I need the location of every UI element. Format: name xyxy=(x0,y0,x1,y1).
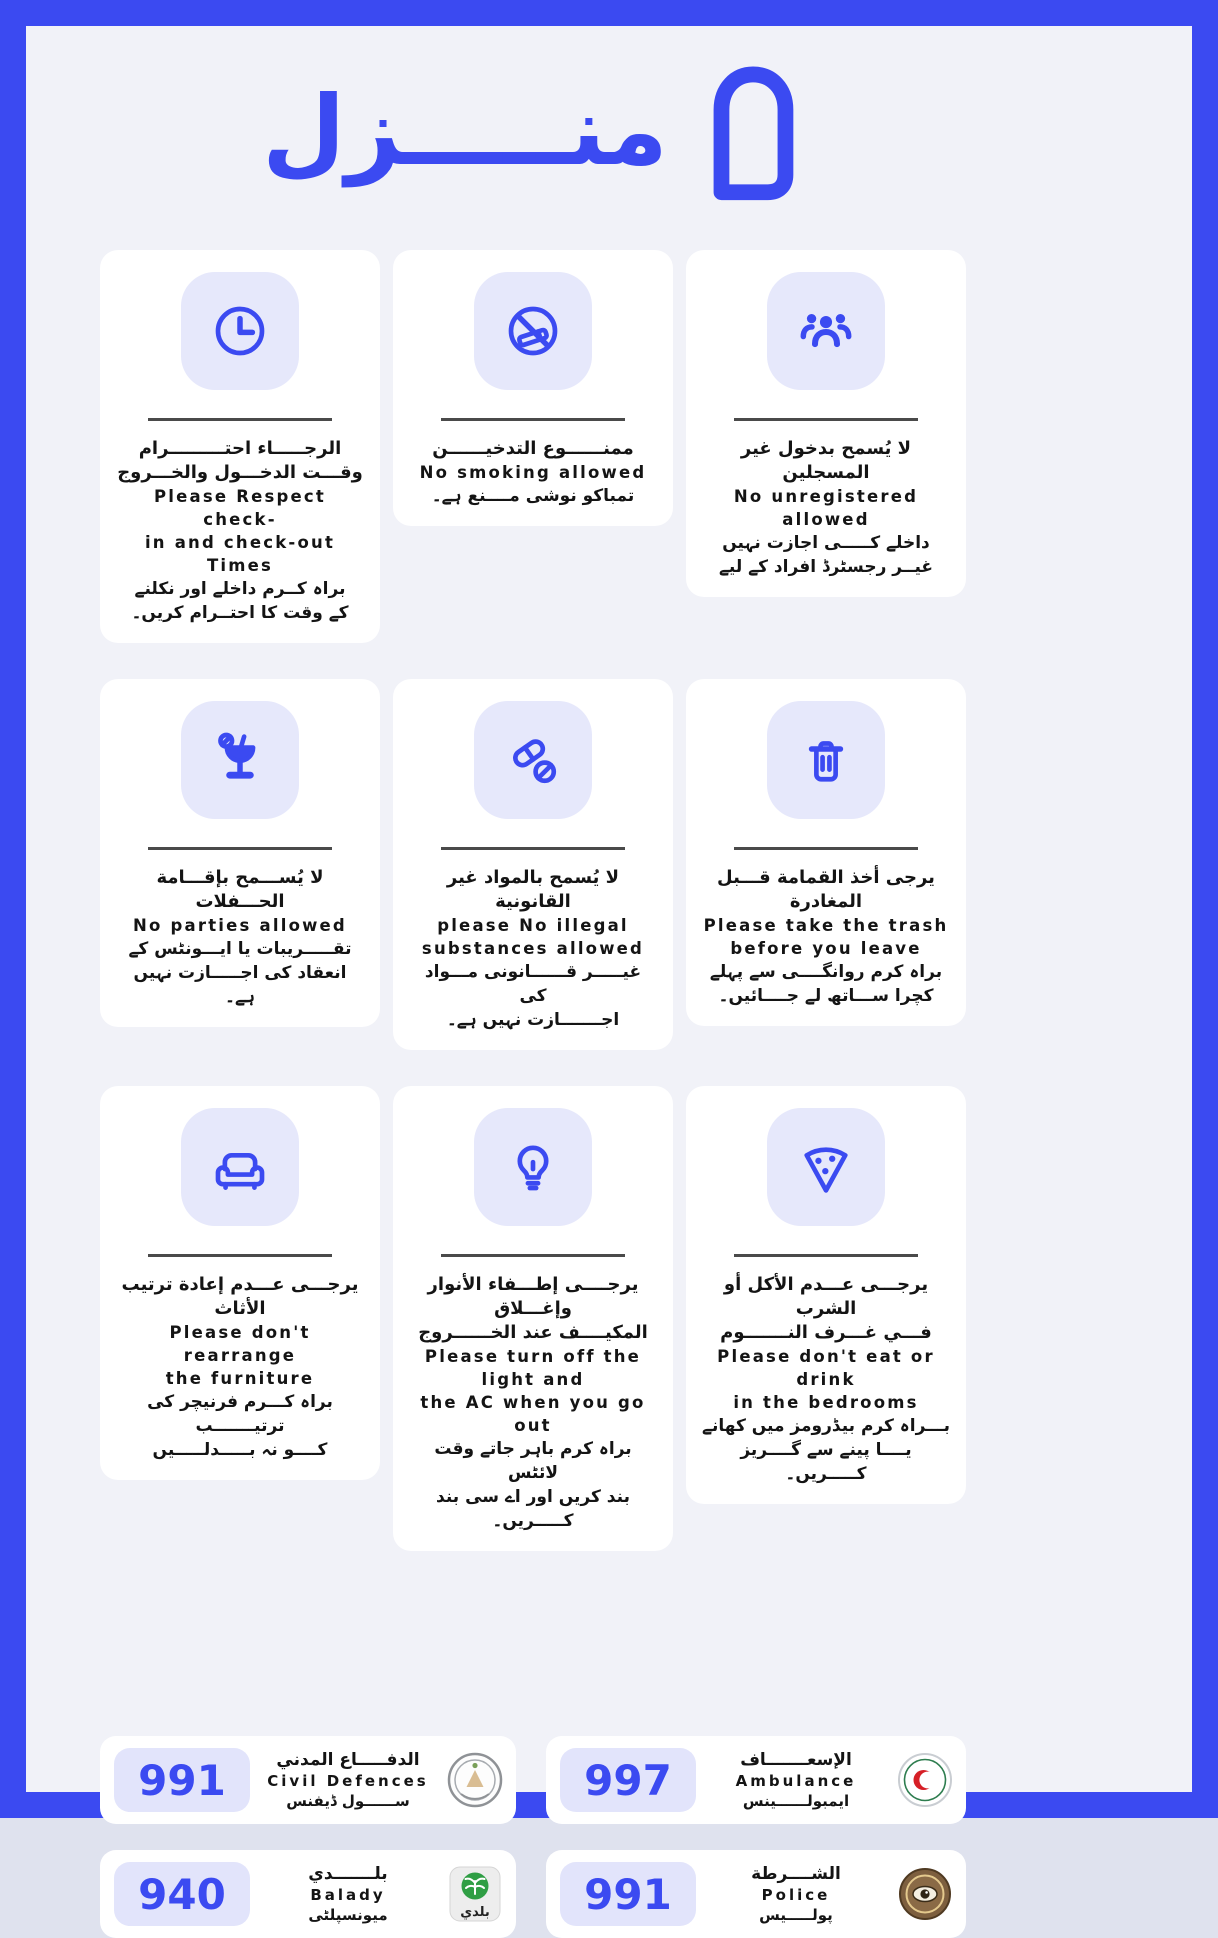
divider xyxy=(734,847,918,850)
contact-labels xyxy=(696,1864,896,1925)
group-icon xyxy=(793,298,859,364)
contact-row xyxy=(546,1736,966,1824)
rule-line-ur: غیـــــر قــــــانونی مـــواد کی xyxy=(424,962,642,1006)
rule-line-en: Please turn off the light and xyxy=(424,1347,642,1389)
contact-row xyxy=(546,1850,966,1938)
rule-text xyxy=(116,1273,364,1462)
divider xyxy=(441,1254,625,1257)
no-smoking-icon xyxy=(500,298,566,364)
rule-text xyxy=(409,866,657,1032)
rule-icon-tile xyxy=(474,701,592,819)
rule-icon-tile xyxy=(474,1108,592,1226)
contact-number: 991 xyxy=(560,1862,696,1926)
rule-card xyxy=(393,250,673,526)
contact-label-urdu: میونسپلٹی xyxy=(308,1905,388,1924)
rule-line-en: the AC when you go out xyxy=(420,1393,646,1435)
contact-label-urdu: پولـــــیس xyxy=(759,1905,833,1924)
divider xyxy=(441,847,625,850)
contact-number: 997 xyxy=(560,1748,696,1812)
contact-number: 991 xyxy=(114,1748,250,1812)
contact-label-urdu: ســــــول ڈیفنس xyxy=(286,1791,410,1810)
rule-line-en: No smoking allowed xyxy=(419,463,647,482)
contact-number: 940 xyxy=(114,1862,250,1926)
divider xyxy=(148,1254,332,1257)
rule-card xyxy=(686,1086,966,1504)
rule-line-ur: کے وقت کا احتــرام کریں۔ xyxy=(131,603,349,623)
contact-label-arabic: الشــــرطة xyxy=(751,1863,841,1884)
svg-text:بلدي: بلدي xyxy=(460,1905,490,1920)
rule-card xyxy=(686,679,966,1026)
rule-line-en: in the bedrooms xyxy=(733,1393,919,1412)
rule-line-ur: براہ کرم باہر جاتے وقت لائٹس xyxy=(434,1439,632,1483)
poster-content xyxy=(100,56,966,1938)
no-drugs-icon xyxy=(500,727,566,793)
rule-text xyxy=(409,1273,657,1533)
rule-line-ar: لا يُسمح بالمواد غير القانونية xyxy=(446,867,620,912)
rule-line-en: substances allowed xyxy=(421,939,645,958)
rule-line-ar: يرجى أخذ القمامة قـــبل المغادرة xyxy=(717,867,935,912)
rule-line-ar: يرجــــى إطـــفاء الأنوار وإغـــلاق xyxy=(427,1274,639,1319)
light-bulb-icon xyxy=(500,1134,566,1200)
rule-text xyxy=(409,437,657,508)
rule-line-ur: تقـــــریبات یا ایـــونٹس کے xyxy=(128,939,352,959)
rule-line-ur: غیــر رجسٹرڈ افراد کے لیے xyxy=(718,557,934,577)
rule-line-en: please No illegal xyxy=(437,916,629,935)
rule-card xyxy=(100,1086,380,1480)
rule-line-ur: براہ کـــرم فرنیچر کی ترتیـــــــب xyxy=(147,1392,333,1436)
divider xyxy=(148,847,332,850)
divider xyxy=(148,418,332,421)
rule-line-en: before you leave xyxy=(730,939,922,958)
rule-line-ur: براہ کــرم داخلے اور نکلنے xyxy=(134,579,346,599)
clock-icon xyxy=(207,298,273,364)
rule-line-en: No parties allowed xyxy=(133,916,347,935)
rule-line-en: No unregistered allowed xyxy=(733,487,919,529)
rule-icon-tile xyxy=(474,272,592,390)
rule-icon-tile xyxy=(767,701,885,819)
rule-line-en: Please take the trash xyxy=(703,916,949,935)
divider xyxy=(734,1254,918,1257)
contact-label-english: Ambulance xyxy=(735,1771,857,1790)
divider xyxy=(734,418,918,421)
rule-line-ur: داخلے کـــــی اجازت نہیں xyxy=(722,533,930,553)
rule-line-ur: کچرا ســـاتھ لے جــــائیں۔ xyxy=(718,986,934,1006)
rule-line-ar: فـــي غـــرف النـــــــوم xyxy=(720,1322,932,1343)
rule-line-ur: براہ کرم روانگــــی سے پہلے xyxy=(709,962,943,982)
rule-line-ur: بـــراہ کرم بیڈرومز میں کھانے xyxy=(702,1416,950,1436)
rule-line-ar: يرجـــى عـــدم إعادة ترتيب الأثاث xyxy=(121,1274,359,1319)
rule-line-ar: يرجـــى عـــدم الأكل أو الشرب xyxy=(723,1274,929,1319)
contact-label-arabic: الدفـــــاع المدني xyxy=(276,1749,420,1770)
rule-line-ur: اجـــــــازت نہیں ہے۔ xyxy=(446,1010,620,1030)
rule-line-ar: المكيــــف عند الخــــــروج xyxy=(418,1322,648,1343)
red-crescent-logo xyxy=(896,1751,954,1809)
rule-icon-tile xyxy=(181,1108,299,1226)
rule-line-en: Please don't rearrange xyxy=(169,1323,311,1365)
door-mark-icon xyxy=(702,60,804,202)
rule-icon-tile xyxy=(767,1108,885,1226)
contact-labels xyxy=(696,1750,896,1811)
rule-line-ar: لا يُسمح بدخول غير المسجلين xyxy=(740,438,912,483)
rule-icon-tile xyxy=(181,701,299,819)
contact-row xyxy=(100,1850,516,1938)
contact-labels xyxy=(250,1864,446,1925)
rule-line-ar: وقـــت الدخـــول والخـــروج xyxy=(117,462,363,483)
trash-icon xyxy=(793,727,859,793)
contact-label-arabic: بلـــــــدي xyxy=(308,1863,388,1884)
rule-line-ur: انعقاد کی اجـــــازت نہیں ہے۔ xyxy=(133,963,347,1007)
sofa-icon xyxy=(207,1134,273,1200)
contact-label-english: Civil Defences xyxy=(267,1771,429,1790)
rule-text xyxy=(702,866,950,1008)
rule-text xyxy=(702,437,950,579)
rule-line-ur: کــــو نہ بـــــدلـــــیں xyxy=(152,1440,328,1460)
logo xyxy=(100,56,966,206)
rule-line-en: Please Respect check- xyxy=(153,487,327,529)
contact-label-english: Police xyxy=(761,1885,831,1904)
contact-label-arabic: الإسعـــــــاف xyxy=(740,1749,852,1770)
logo-wordmark: منـــــزل xyxy=(262,75,668,187)
rule-line-en: in and check-out Times xyxy=(144,533,336,575)
emergency-contacts xyxy=(100,1736,966,1938)
rule-line-ur: یــــا پینے سے گــــریز کـــــریں۔ xyxy=(740,1440,912,1484)
contact-labels xyxy=(250,1750,446,1811)
rule-line-ur: تمباکو نوشی مــــنع ہے۔ xyxy=(431,486,635,506)
contact-row xyxy=(100,1736,516,1824)
rules-grid xyxy=(100,250,966,1551)
rule-line-ar: الرجـــــاء احتـــــــــرام xyxy=(138,438,342,459)
rule-icon-tile xyxy=(181,272,299,390)
no-parties-icon xyxy=(207,727,273,793)
contact-label-english: Balady xyxy=(310,1885,386,1904)
divider xyxy=(441,418,625,421)
rule-line-ur: بند کریں اور اے سی بند کـــــریں۔ xyxy=(436,1487,630,1531)
rule-line-ar: ممنــــــوع التدخيــــــن xyxy=(432,438,634,459)
rule-text xyxy=(116,437,364,625)
rule-line-ar: لا يُســـمح بإقـــامة الحـــفلات xyxy=(156,867,324,912)
rule-card xyxy=(393,1086,673,1551)
contact-label-urdu: ایمبولــــــینس xyxy=(742,1791,850,1810)
civil-defense-logo xyxy=(446,1751,504,1809)
rule-card xyxy=(686,250,966,597)
pizza-icon xyxy=(793,1134,859,1200)
police-logo xyxy=(896,1865,954,1923)
rule-icon-tile xyxy=(767,272,885,390)
rule-line-en: Please don't eat or drink xyxy=(717,1347,935,1389)
rule-card xyxy=(100,679,380,1027)
rule-card xyxy=(100,250,380,643)
balady-logo xyxy=(446,1865,504,1923)
rule-text xyxy=(116,866,364,1009)
rule-line-en: the furniture xyxy=(165,1369,315,1388)
rule-text xyxy=(702,1273,950,1486)
rule-card xyxy=(393,679,673,1050)
